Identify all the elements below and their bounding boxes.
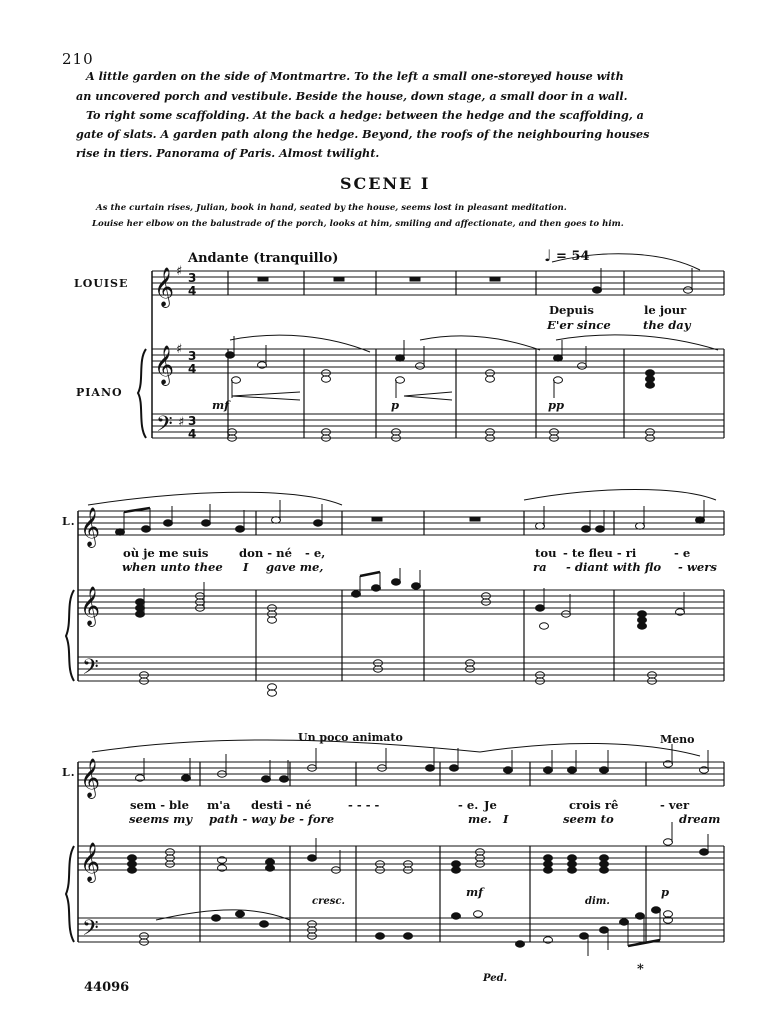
sharp: ♯: [176, 342, 183, 357]
note: [416, 363, 425, 369]
note: [232, 377, 241, 383]
lyric-fr: où je me suis: [123, 546, 209, 560]
lyric-en: me.: [468, 812, 492, 826]
treble-clef: 𝄞: [80, 758, 101, 798]
lyric-fr: - e,: [305, 546, 326, 560]
rest: [470, 517, 480, 521]
slur: [92, 740, 480, 752]
part-label-voice-short: L.: [62, 766, 76, 779]
stage-direction-line: an uncovered porch and vestibule. Beside the house, down stage, a small door in a wall.: [76, 89, 628, 103]
lyric-en: when unto thee: [122, 560, 223, 574]
treble-clef: 𝄞: [80, 507, 101, 547]
lyric-en: dream: [679, 812, 721, 826]
metronome-mark: = 54: [556, 249, 590, 264]
slur: [480, 743, 700, 756]
sharp: ♯: [176, 264, 183, 279]
part-label-piano: PIANO: [76, 386, 123, 399]
stage-direction-line: A little garden on the side of Montmartre. To the left a small one-storeyed house with: [86, 69, 624, 83]
rest: [372, 517, 382, 521]
svg-text:4: 4: [188, 362, 197, 376]
lyric-en: ra: [533, 560, 547, 574]
svg-text:4: 4: [188, 284, 197, 298]
svg-text:3: 3: [188, 349, 197, 363]
staff-piano-treble-system1: [152, 349, 724, 373]
lyric-en: gave me,: [266, 560, 324, 574]
lyric-fr: - e.: [458, 798, 479, 812]
staff-piano-treble-system2: [78, 590, 724, 614]
lyric-en: I: [503, 812, 509, 826]
note: [226, 352, 235, 358]
tempo-meno: Meno: [660, 733, 695, 746]
rest: [258, 277, 268, 281]
lyric-en: seem to: [563, 812, 614, 826]
lyric-fr: desti - né: [251, 798, 312, 812]
dynamic-mf: mf: [466, 885, 484, 899]
lyric-fr: - e: [674, 546, 691, 560]
note: [578, 363, 587, 369]
rest: [410, 277, 420, 281]
lyric-fr: sem - ble: [130, 798, 189, 812]
note: [684, 287, 693, 293]
lyric-fr: Depuis: [549, 303, 594, 317]
hairpin: [404, 392, 452, 400]
note: [554, 355, 563, 361]
hairpin: [232, 392, 300, 400]
lyric-fr: don - né: [239, 546, 292, 560]
scene-direction-line: As the curtain rises, Julian, book in hand, seated by the house, seems lost in pleasant meditation.: [96, 203, 567, 213]
stage-direction-line: To right some scaffolding. At the back a hedge: between the hedge and the scaffolding, a: [86, 108, 644, 122]
note: [593, 287, 602, 293]
dynamic-dim: dim.: [585, 896, 610, 907]
bass-clef: 𝄢: [82, 655, 99, 685]
stage-direction-line: gate of slats. A garden path along the hedge. Beyond, the roofs of the neighbouring houses: [76, 127, 650, 141]
page-number: 210: [62, 50, 94, 68]
staff-voice-system1: [152, 271, 724, 295]
scene-direction-line: Louise her elbow on the balustrade of the porch, looks at him, smiling and affectionate, and then goes to him.: [92, 219, 624, 229]
dynamic-p: p: [391, 398, 400, 412]
staff-piano-bass-system2: [78, 657, 724, 681]
lyric-fr: m'a: [207, 798, 231, 812]
lyric-fr: - - - -: [348, 798, 380, 812]
slur: [552, 254, 700, 270]
slur: [88, 492, 342, 505]
quarter-note-glyph: ♩: [544, 246, 552, 265]
plate-number: 44096: [84, 980, 130, 995]
rest: [490, 277, 500, 281]
svg-text:4: 4: [188, 427, 197, 441]
sharp: ♯: [178, 415, 185, 430]
lyric-fr: - te fleu - ri: [563, 546, 637, 560]
dynamic-p: p: [661, 885, 670, 899]
lyric-fr: crois rê: [569, 798, 619, 812]
lyric-en: - wers: [678, 560, 717, 574]
slur: [556, 335, 718, 350]
part-label-louise: LOUISE: [74, 277, 129, 290]
slur: [420, 336, 540, 350]
lyric-fr: - ver: [660, 798, 690, 812]
treble-clef: 𝄞: [154, 267, 175, 307]
pedal-release-mark: *: [637, 962, 644, 977]
rest: [334, 277, 344, 281]
tempo-poco-animato: Un poco animato: [298, 731, 403, 744]
lyric-en: path - way be - fore: [209, 812, 335, 826]
pedal-mark: Ped.: [483, 973, 508, 984]
lyric-fr: le jour: [644, 303, 687, 317]
lyric-en: seems my: [129, 812, 193, 826]
time-signature: 3: [188, 271, 197, 285]
staff-piano-bass-system1: [152, 414, 724, 438]
staff-voice-system2: [78, 511, 724, 535]
part-label-voice-short: L.: [62, 515, 76, 528]
treble-clef: 𝄞: [80, 586, 101, 626]
stage-direction-line: rise in tiers. Panorama of Paris. Almost twilight.: [76, 146, 380, 160]
lyric-fr: tou: [535, 546, 557, 560]
lyric-en: - diant with flo: [566, 560, 662, 574]
bass-clef: 𝄢: [82, 916, 99, 946]
piano-brace: [138, 349, 146, 438]
dynamic-pp: pp: [548, 398, 565, 412]
lyric-en: I: [243, 560, 249, 574]
treble-clef: 𝄞: [154, 345, 175, 385]
dynamic-mf: mf: [212, 398, 230, 412]
slur: [524, 490, 716, 501]
lyric-fr: Je: [484, 798, 497, 812]
scene-title: SCENE I: [340, 174, 431, 193]
note: [396, 355, 405, 361]
dynamic-cresc: cresc.: [312, 896, 345, 907]
bass-clef: 𝄢: [156, 412, 173, 442]
lyric-en: E'er since: [547, 318, 611, 332]
treble-clef: 𝄞: [80, 842, 101, 882]
svg-text:3: 3: [188, 414, 197, 428]
lyric-en: the day: [643, 318, 691, 332]
tempo-andante: Andante (tranquillo): [188, 251, 339, 266]
staff-voice-system3: [78, 762, 724, 786]
